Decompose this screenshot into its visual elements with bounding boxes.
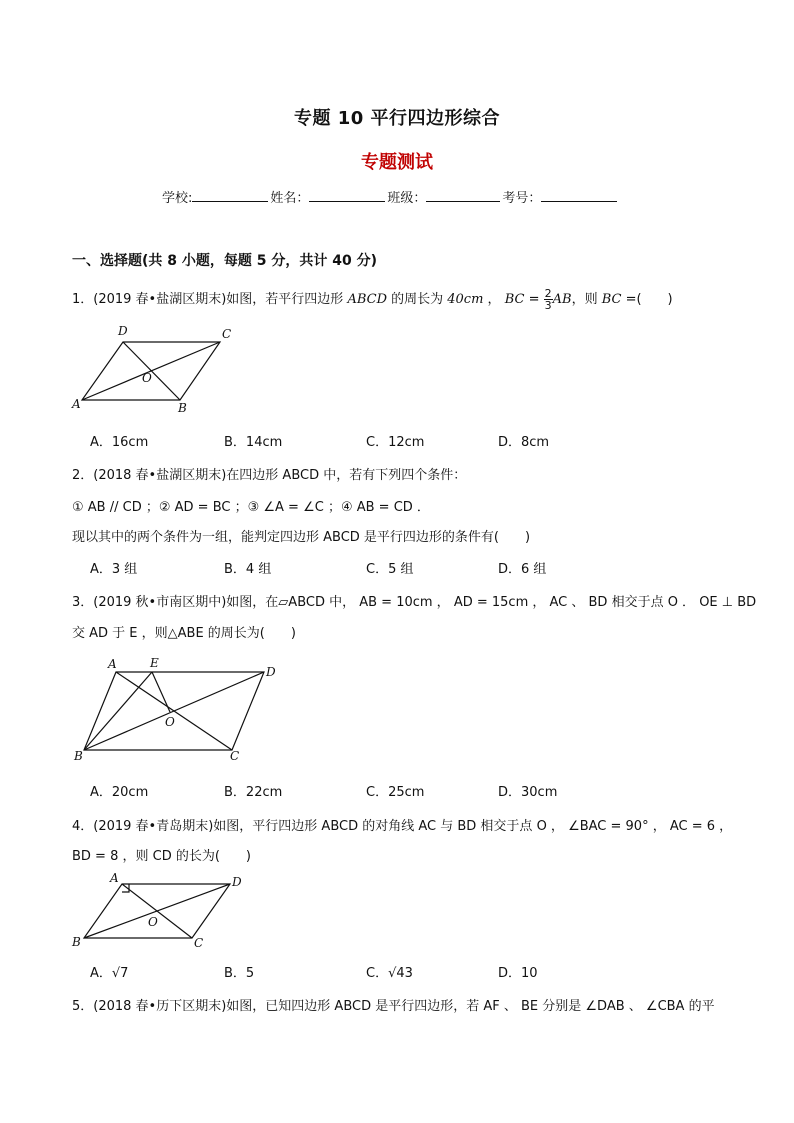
question-4-stem: 4．(2019 春•青岛期末)如图，平行四边形 ABCD 的对角线 AC 与 BD 相交于点 O ， ∠BAC = 90° ， AC = 6 ，: [72, 819, 733, 834]
q2-option-d[interactable]: D．6 组: [498, 562, 547, 577]
q2-option-c[interactable]: C．5 组: [366, 562, 414, 577]
q1-option-b[interactable]: B．14cm: [224, 435, 283, 450]
number-label: 考号：: [502, 191, 542, 206]
question-2-line3: 现以其中的两个条件为一组，能判定四边形 ABCD 是平行四边形的条件有( ): [72, 530, 531, 545]
q3-option-c[interactable]: C．25cm: [366, 785, 425, 800]
q3-option-d[interactable]: D．30cm: [498, 785, 558, 800]
q1-option-d[interactable]: D．8cm: [498, 435, 550, 450]
question-5-stem: 5．(2018 春•历下区期末)如图，已知四边形 ABCD 是平行四边形，若 AF 、 BE 分别是 ∠DAB 、 ∠CBA 的平: [72, 999, 715, 1014]
vertex-label-c: C: [222, 327, 232, 341]
vertex-label-d: D: [232, 875, 242, 889]
vertex-label-d: D: [118, 324, 128, 338]
question-3-line2: 交 AD 于 E ，则△ABE 的周长为( ): [72, 626, 296, 641]
q4-option-b[interactable]: B．5: [224, 966, 255, 981]
question-3-stem: 3．(2019 秋•市南区期中)如图，在▱ABCD 中， AB = 10cm ， AD = 15cm ， AC 、 BD 相交于点 O ． OE ⊥ BD: [72, 595, 757, 610]
vertex-label-b: B: [72, 935, 81, 949]
name-label: 姓名：: [270, 191, 310, 206]
section-heading: 一、选择题(共 8 小题，每题 5 分，共计 40 分): [72, 253, 378, 269]
student-info-line: [162, 187, 619, 206]
number-blank[interactable]: [541, 188, 617, 202]
vertex-label-a: A: [72, 397, 81, 411]
q1-option-c[interactable]: C．12cm: [366, 435, 425, 450]
question-1-stem: 1．(2019 春•盐湖区期末)如图，若平行四边形 ABCD 的周长为 40cm ， BC = $\frac{2}{3}$ AB，则 BC =( ): [72, 287, 673, 312]
q3-option-b[interactable]: B．22cm: [224, 785, 283, 800]
name-blank[interactable]: [309, 188, 385, 202]
vertex-label-c: C: [230, 749, 240, 763]
center-label-o: O: [148, 915, 158, 929]
vertex-label-b: B: [178, 401, 187, 415]
center-label-o: O: [165, 715, 175, 729]
class-label: 班级：: [387, 191, 427, 206]
q1-option-a[interactable]: A．16cm: [90, 435, 149, 450]
class-blank[interactable]: [426, 188, 500, 202]
q4-option-a[interactable]: A．√7: [90, 966, 129, 981]
vertex-label-a: A: [108, 657, 117, 671]
figure-q3-parallelogram: [70, 654, 290, 766]
vertex-label-a: A: [110, 871, 119, 885]
q3-option-a[interactable]: A．20cm: [90, 785, 149, 800]
q4-option-d[interactable]: D．10: [498, 966, 538, 981]
question-4-line2: BD = 8 ，则 CD 的长为( ): [72, 849, 251, 864]
q4-option-c[interactable]: C．√43: [366, 966, 413, 981]
page-title: 专题 10 平行四边形综合: [293, 108, 501, 129]
q2-option-b[interactable]: B．4 组: [224, 562, 272, 577]
question-2-conditions: ① AB // CD ；② AD = BC ；③ ∠A = ∠C ；④ AB = CD ．: [72, 500, 430, 515]
figure-q4-parallelogram: [68, 868, 258, 952]
question-2-stem: 2．(2018 春•盐湖区期末)在四边形 ABCD 中，若有下列四个条件：: [72, 468, 467, 483]
vertex-label-c: C: [194, 936, 204, 950]
center-label-o: O: [142, 371, 152, 385]
figure-q1-parallelogram: [70, 320, 240, 420]
point-label-e: E: [150, 656, 159, 670]
school-blank[interactable]: [192, 188, 268, 202]
school-label: 学校:: [162, 191, 193, 206]
vertex-label-d: D: [266, 665, 276, 679]
page-subtitle: 专题测试: [361, 152, 433, 173]
vertex-label-b: B: [74, 749, 83, 763]
fraction-two-thirds: $\frac{2}{3}$: [544, 287, 552, 312]
q2-option-a[interactable]: A．3 组: [90, 562, 138, 577]
